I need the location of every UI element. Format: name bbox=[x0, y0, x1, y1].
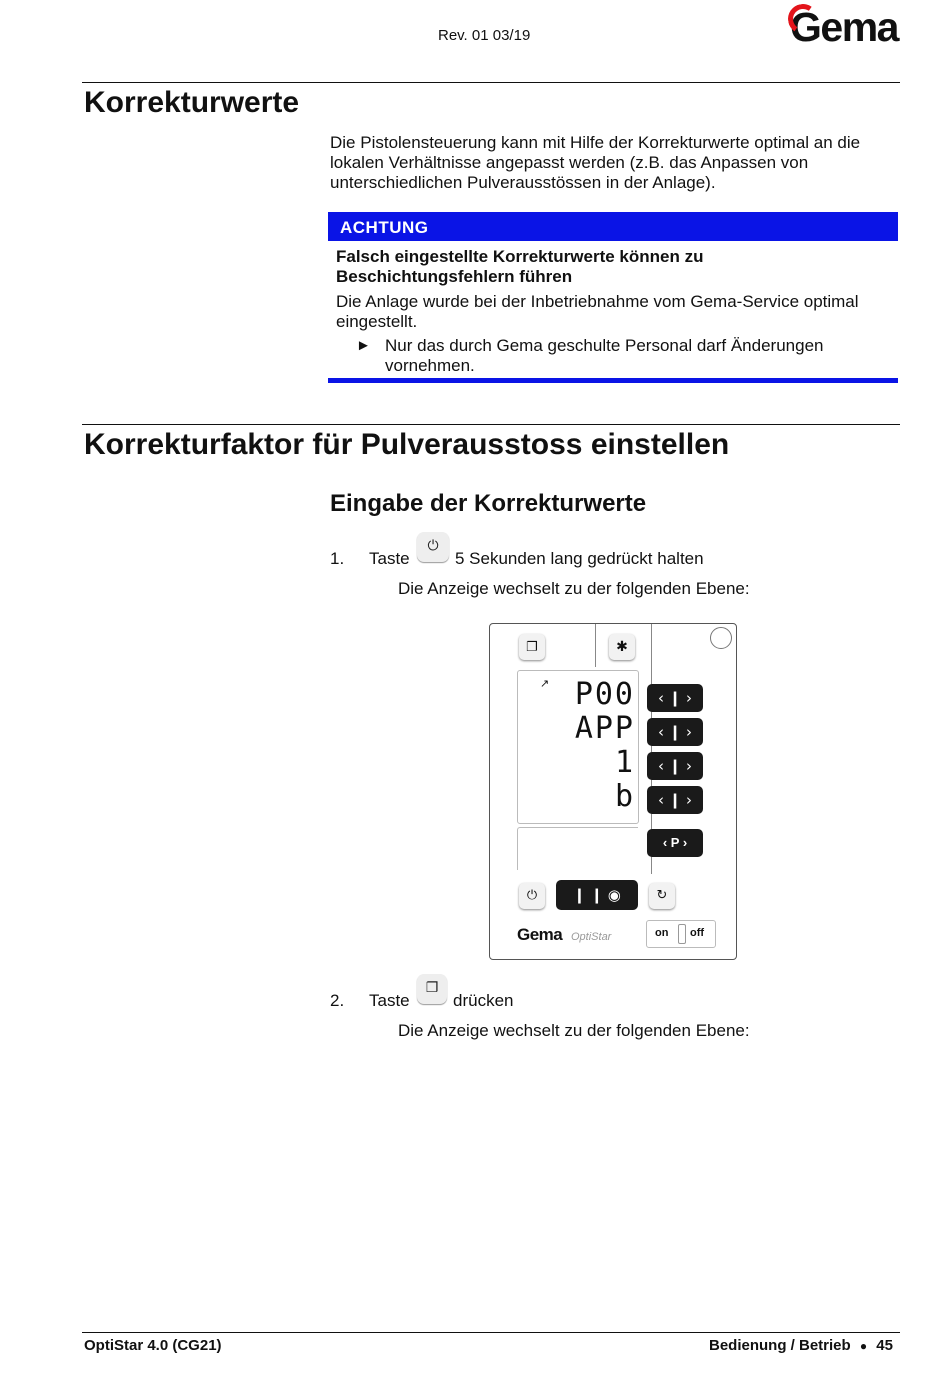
display-line-2: APP bbox=[574, 711, 635, 746]
mode-key: ❙ ❙ ◉ bbox=[556, 880, 638, 910]
adjust-key-2: ‹ ❙ › bbox=[647, 718, 703, 746]
warning-label: ACHTUNG bbox=[340, 218, 429, 237]
switch-on-label: on bbox=[655, 927, 669, 939]
indicator-led-icon bbox=[710, 627, 732, 649]
copy-icon: ❐ bbox=[519, 634, 545, 660]
display-line-1: P00 bbox=[574, 677, 635, 712]
logo-text: Gema bbox=[790, 4, 898, 50]
warning-bottom-bar bbox=[328, 378, 898, 383]
display-line-3: 1 bbox=[614, 745, 635, 780]
panel-divider bbox=[595, 624, 596, 667]
step-1-note: Die Anzeige wechselt zu der folgenden Ebene: bbox=[398, 579, 750, 598]
gun-icon: ↗ bbox=[540, 678, 550, 690]
footer-chapter-label: Bedienung / Betrieb bbox=[709, 1337, 851, 1354]
step-1-post: 5 Sekunden lang gedrückt halten bbox=[455, 549, 704, 568]
on-off-switch bbox=[646, 920, 716, 948]
step-2-note: Die Anzeige wechselt zu der folgenden Ebene: bbox=[398, 1021, 750, 1040]
footer-divider bbox=[82, 1332, 900, 1333]
warning-text: Die Anlage wurde bei der Inbetriebnahme vom Gema-Service optimal eingestellt. bbox=[336, 292, 859, 331]
step-2-number: 2. bbox=[330, 991, 345, 1010]
warning-title: Falsch eingestellte Korrekturwerte können zu Beschichtungsfehlern führen bbox=[336, 247, 704, 286]
bluetooth-icon: ✱ bbox=[609, 634, 635, 660]
footer-chapter bbox=[709, 1337, 893, 1354]
adjust-key-1: ‹ ❙ › bbox=[647, 684, 703, 712]
rinse-icon: ↻ bbox=[649, 883, 675, 909]
warning-bullet: Nur das durch Gema geschulte Personal darf Änderungen vornehmen. bbox=[385, 336, 824, 375]
warning-header bbox=[328, 212, 898, 241]
footer-product: OptiStar 4.0 (CG21) bbox=[84, 1337, 222, 1354]
panel-model: OptiStar bbox=[571, 931, 612, 943]
program-key: ‹ P › bbox=[647, 829, 703, 857]
display-screen bbox=[517, 670, 639, 824]
step-2-post: drücken bbox=[453, 991, 514, 1010]
display-lower-area bbox=[517, 827, 638, 870]
adjust-key-4: ‹ ❙ › bbox=[647, 786, 703, 814]
power-icon: ⏻ bbox=[417, 532, 449, 562]
copy-icon: ❐ bbox=[417, 974, 447, 1004]
display-line-4: b bbox=[614, 779, 635, 814]
power-icon: ⏻ bbox=[519, 883, 545, 909]
step-2-pre: Taste bbox=[369, 991, 410, 1010]
revision-label: Rev. 01 03/19 bbox=[438, 27, 531, 44]
page-number: 45 bbox=[876, 1337, 893, 1354]
intro-paragraph: Die Pistolensteuerung kann mit Hilfe der Korrekturwerte optimal an die lokalen Verhältnisse angepasst werden (z.B. das Anpassen von unterschiedlichen Pulverausstössen in der Anlage). bbox=[330, 133, 861, 192]
subsection-title: Eingabe der Korrekturwerte bbox=[330, 490, 647, 517]
switch-toggle bbox=[678, 924, 686, 944]
bullet-arrow-icon: ► bbox=[356, 337, 371, 354]
switch-off-label: off bbox=[690, 927, 705, 939]
bullet-dot-icon: ● bbox=[859, 1339, 868, 1353]
step-1-pre: Taste bbox=[369, 549, 410, 568]
step-1-number: 1. bbox=[330, 549, 345, 568]
section-divider bbox=[82, 82, 900, 83]
section-title-korrekturfaktor: Korrekturfaktor für Pulverausstoss einstellen bbox=[84, 428, 730, 461]
section-title-korrekturwerte: Korrekturwerte bbox=[84, 86, 300, 119]
adjust-key-3: ‹ ❙ › bbox=[647, 752, 703, 780]
control-panel-illustration bbox=[489, 623, 737, 960]
section-divider bbox=[82, 424, 900, 425]
gema-logo bbox=[790, 4, 898, 51]
program-key-label: P bbox=[670, 835, 680, 850]
panel-brand: Gema bbox=[517, 925, 563, 944]
